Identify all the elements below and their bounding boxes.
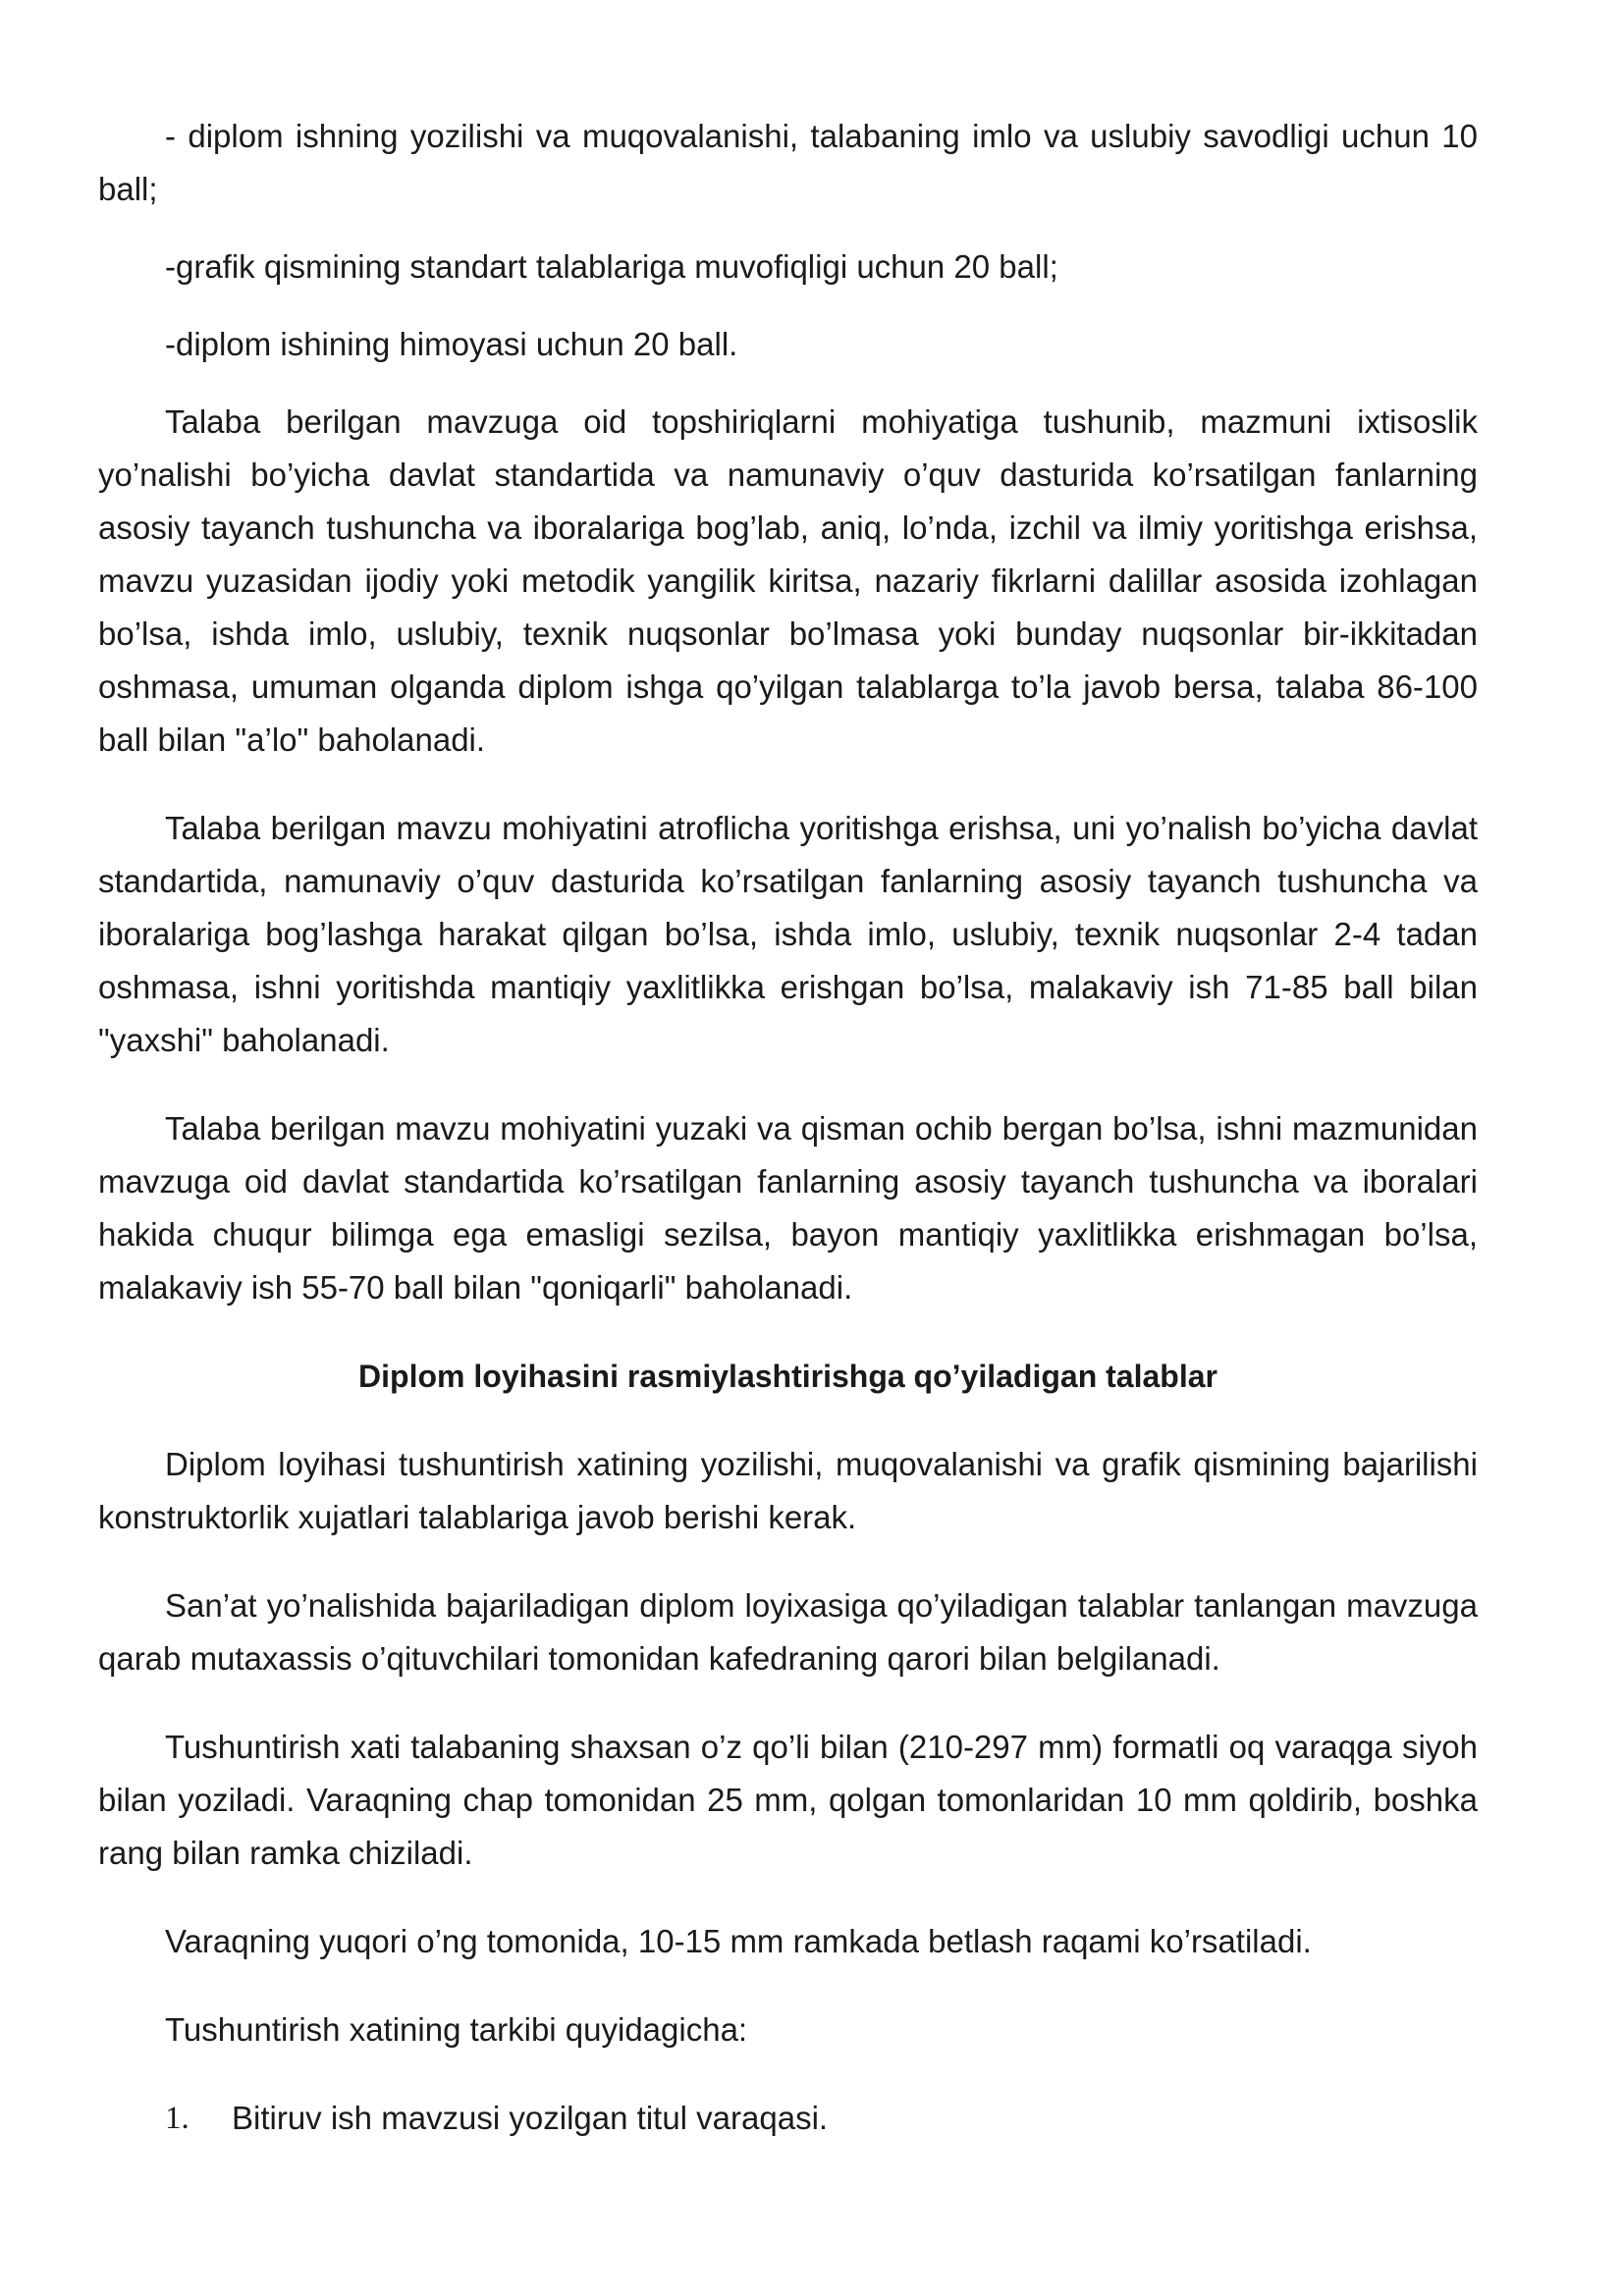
paragraph-art-direction: San’at yo’nalishida bajariladigan diplom loyixasiga qo’yiladigan talablar tanlangan mavzuga qarab mutaxassis o’qituvchilari tomonidan kafedraning qarori bilan belgilanadi. — [98, 1587, 1478, 1677]
paragraph-requirements: Diplom loyihasi tushuntirish xatining yozilishi, muqovalanishi va grafik qismining bajarilishi konstruktorlik xujatlari talablariga javob berishi kerak. — [98, 1446, 1478, 1535]
criterion-defense: -diplom ishining himoyasi uchun 20 ball. — [165, 326, 738, 362]
list-item — [165, 2092, 1478, 2145]
paragraph-good-grade: Talaba berilgan mavzu mohiyatini atroflicha yoritishga erishsa, uni yo’nalish bo’yicha davlat standartida, namunaviy o’quv dasturida ko’rsatilgan fanlarning asosiy tayanch tushuncha va iboralariga bog’lashga harakat qilgan bo’lsa, ishda imlo, uslubiy, texnik nuqsonlar 2-4 tadan oshmasa, ishni yoritishda mantiqiy yaxlitlikka erishgan bo’lsa, malakaviy ish 71-85 ball bilan "yaxshi" baholanadi. — [98, 810, 1478, 1058]
document-page — [98, 110, 1478, 2145]
paragraph-excellent-grade: Talaba berilgan mavzuga oid topshiriqlarni mohiyatiga tushunib, mazmuni ixtisoslik yo’nalishi bo’yicha davlat standartida va namunaviy o’quv dasturida ko’rsatilgan fanlarning asosiy tayanch tushuncha va iboralariga bog’lab, aniq, lo’nda, izchil va ilmiy yoritishga erishsa, mavzu yuzasidan ijodiy yoki metodik yangilik kiritsa, nazariy fikrlarni dalillar asosida izohlagan bo’lsa, ishda imlo, uslubiy, texnik nuqsonlar bo’lmasa yoki bunday nuqsonlar bir-ikkitadan oshmasa, umuman olganda diplom ishga qo’yilgan talablarga to’la javob bersa, talaba 86-100 ball bilan "a’lo" baholanadi. — [98, 403, 1478, 758]
criterion-writing-binding: - diplom ishning yozilishi va muqovalanishi, talabaning imlo va uslubiy savodligi uchun 10 ball; — [98, 118, 1478, 207]
list-item-number: 1. — [165, 2101, 189, 2136]
paragraph-page-numbering: Varaqning yuqori o’ng tomonida, 10-15 mm ramkada betlash raqami ko’rsatiladi. — [165, 1923, 1312, 1959]
list-item-text: Bitiruv ish mavzusi yozilgan titul varaqasi. — [232, 2100, 829, 2136]
paragraph-structure-intro: Tushuntirish xatining tarkibi quyidagicha: — [165, 2011, 748, 2048]
criterion-graphic-part: -grafik qismining standart talablariga muvofiqligi uchun 20 ball; — [165, 248, 1058, 285]
section-heading: Diplom loyihasini rasmiylashtirishga qo’yiladigan talablar — [358, 1359, 1217, 1394]
paragraph-satisfactory-grade: Talaba berilgan mavzu mohiyatini yuzaki va qisman ochib bergan bo’lsa, ishni mazmunidan mavzuga oid davlat standartida ko’rsatilgan fanlarning asosiy tayanch tushuncha va iboralari hakida chuqur bilimga ega emasligi sezilsa, bayon mantiqiy yaxlitlikka erishmagan bo’lsa, malakaviy ish 55-70 ball bilan "qoniqarli" baholanadi. — [98, 1110, 1478, 1306]
paragraph-explanatory-note: Tushuntirish xati talabaning shaxsan o’z qo’li bilan (210-297 mm) formatli oq varaqga siyoh bilan yoziladi. Varaqning chap tomonidan 25 mm, qolgan tomonlaridan 10 mm qoldirib, boshka rang bilan ramka chiziladi. — [98, 1729, 1478, 1871]
